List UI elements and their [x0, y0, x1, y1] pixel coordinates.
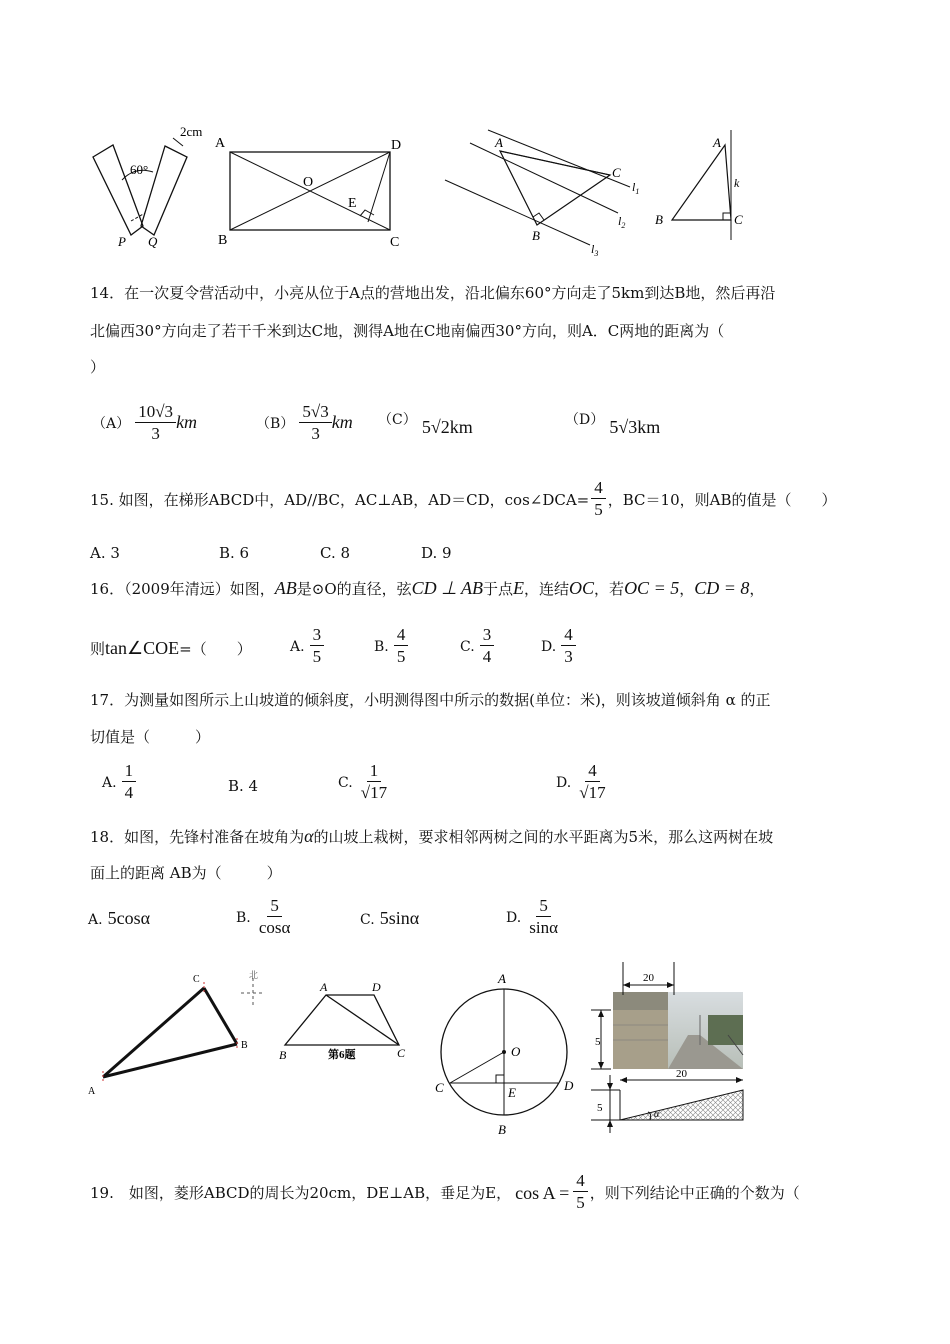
figure-circle-o: [430, 965, 585, 1140]
line-l2-label: $l_2$: [618, 214, 626, 230]
point-b-label: B: [218, 233, 228, 248]
figure-paper-strips: [85, 118, 220, 253]
width-2cm-label: 2cm: [180, 124, 203, 139]
q15-stem: 15. 如图，在梯形ABCD中，AD//BC，AC⊥AB，AD＝CD，cos∠DCA= $\frac{4}{5}$ ，BC＝10，则AB的值是（ ）: [90, 478, 837, 519]
q14-option-b: （B） $\frac{5√3}{3}$ km: [256, 402, 353, 443]
q15-option-b: B. 6: [219, 544, 250, 562]
figure-triangle-abc: [85, 968, 270, 1103]
q14-line3: ）: [90, 358, 106, 376]
point-b-label: B: [498, 1122, 506, 1137]
bottom-width-label: 20: [676, 1068, 687, 1080]
point-b-label: B: [279, 1048, 287, 1062]
q18-option-b: B. $\frac{5}{\cos\alpha}$: [236, 896, 291, 937]
line-k-label: k: [734, 176, 740, 190]
angle-60-label: 60°: [130, 162, 149, 177]
q18-line1: 18．如图，先锋村准备在坡角为α的山坡上栽树，要求相邻两树之间的水平距离为5米，那么这两树在坡: [90, 826, 774, 846]
point-b-label: B: [655, 212, 663, 227]
q15-option-d: D. 9: [421, 544, 452, 562]
q17-line1: 17．为测量如图所示上山坡道的倾斜度，小明测得图中所示的数据(单位：米)，则该坡道倾斜角 α 的正: [90, 691, 771, 709]
q16-option-d: D. $\frac{4}{3}$: [541, 625, 576, 668]
q18-option-c: C. 5sinα: [360, 908, 420, 928]
figure-right-triangle: [650, 125, 760, 245]
point-a-label: A: [88, 1086, 96, 1097]
figure-rectangle-abcd: [210, 130, 410, 255]
figure-trapezoid-abcd: [275, 975, 425, 1065]
q15-option-a: A. 3: [90, 544, 120, 562]
top-width-label: 20: [643, 972, 654, 984]
point-c-label: C: [390, 235, 400, 250]
figure-slope-photo: [588, 955, 753, 1145]
q19-stem: 19. 如图，菱形ABCD的周长为20cm，DE⊥AB，垂足为E， cos A = $\frac{4}{5}$ ，则下列结论中正确的个数为（: [90, 1171, 800, 1212]
point-d-label: D: [564, 1078, 574, 1093]
point-a-label: A: [320, 980, 328, 994]
point-c-label: C: [734, 212, 743, 227]
point-q-label: Q: [148, 234, 158, 249]
q17-option-b: B. 4: [228, 777, 259, 795]
point-a-label: A: [215, 136, 226, 151]
q16-line1: 16．（2009年清远）如图，AB是⊙O的直径，弦CD ⊥ AB于点E，连结OC，若OC = 5，CD = 8，: [90, 578, 765, 598]
point-a-label: A: [713, 135, 721, 150]
q18-option-a: A. 5cosα: [88, 908, 151, 928]
bottom-height-label: 5: [597, 1102, 603, 1114]
alpha-label: α: [654, 1109, 660, 1120]
point-p-label: P: [118, 234, 126, 249]
q16-option-a: A. $\frac{3}{5}$: [290, 625, 324, 668]
point-c-label: C: [397, 1046, 406, 1060]
q14-line2: 北偏西30°方向走了若干千米到达C地，测得A地在C地南偏西30°方向，则A．C两地的距离为（: [90, 322, 725, 340]
line-l3-label: $l_3$: [591, 242, 599, 258]
point-b-label: B: [241, 1040, 248, 1051]
point-d-label: D: [372, 980, 381, 994]
q16-line2: 则tan∠COE=（ ）: [90, 638, 252, 658]
q18-option-d: D. $\frac{5}{\sin\alpha}$: [506, 896, 559, 937]
point-c-label: C: [612, 165, 621, 180]
q14-option-d: （D） 5√3km: [565, 412, 661, 437]
point-e-label: E: [348, 196, 357, 211]
q15-option-c: C. 8: [320, 544, 351, 562]
point-o-label: O: [511, 1044, 521, 1059]
q16-option-c: C. $\frac{3}{4}$: [460, 625, 494, 668]
line-l1-label: $l_1$: [632, 180, 640, 196]
q17-line2: 切值是（ ）: [90, 728, 211, 746]
top-height-label: 5: [595, 1036, 601, 1048]
q17-option-a: A. $\frac{1}{4}$: [102, 761, 136, 804]
q17-option-c: C. $\frac{1}{√17}$: [338, 761, 388, 802]
q18-line2: 面上的距离 AB为（ ）: [90, 864, 282, 882]
q14-option-c: （C） 5√2km: [378, 412, 473, 437]
point-e-label: E: [508, 1085, 516, 1100]
point-d-label: D: [391, 138, 402, 153]
point-o-label: O: [303, 175, 314, 190]
north-label: 北: [249, 970, 259, 980]
point-a-label: A: [498, 971, 506, 986]
q16-option-b: B. $\frac{4}{5}$: [374, 625, 408, 668]
point-c-label: C: [435, 1080, 444, 1095]
figure-parallel-lines: [440, 125, 650, 265]
q14-line1: 14．在一次夏令营活动中，小亮从位于A点的营地出发，沿北偏东60°方向走了5km到达B地，然后再沿: [90, 284, 776, 302]
figure-caption: 第6题: [328, 1049, 356, 1061]
q14-option-a: （A） $\frac{10√3}{3}$ km: [92, 402, 198, 443]
point-c-label: C: [193, 974, 200, 985]
point-b-label: B: [532, 228, 540, 243]
point-a-label: A: [495, 135, 503, 150]
q17-option-d: D. $\frac{4}{√17}$: [556, 761, 606, 802]
